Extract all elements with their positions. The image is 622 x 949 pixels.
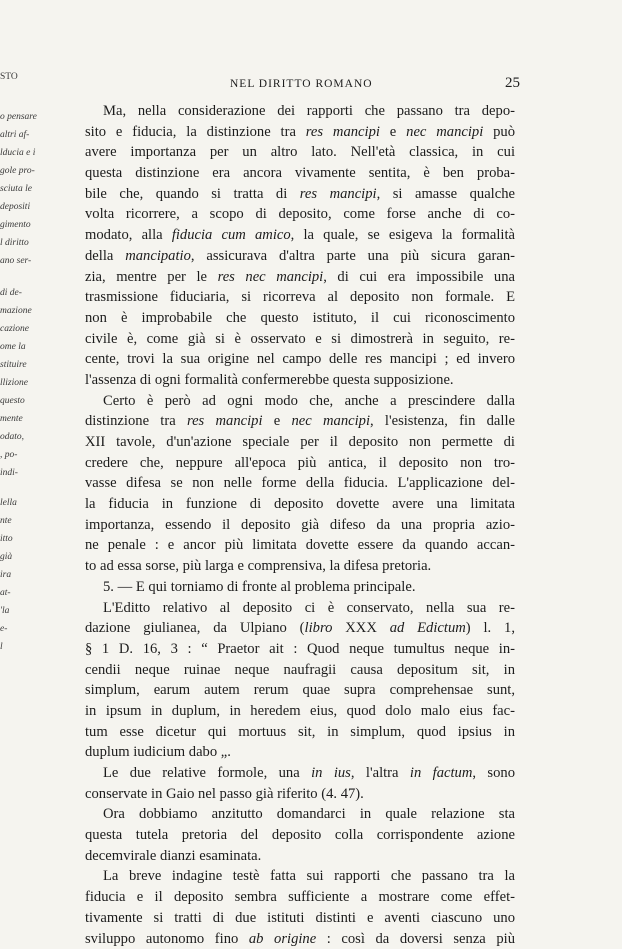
text-line: la fiducia in funzione di deposito dovette avere una limitata <box>85 494 515 515</box>
text-line: 5. — E qui torniamo di fronte al problema principale. <box>85 577 515 598</box>
margin-fragment: llizione <box>0 378 28 389</box>
text-line: dazione giulianea, da Ulpiano (libro XXX ad Edictum) l. 1, <box>85 618 515 639</box>
text-line: in ipsum in duplum, in heredem eius, quod dolo malo eius fac- <box>85 701 515 722</box>
margin-fragment: 'la <box>0 606 9 617</box>
text-line: Ora dobbiamo anzitutto domandarci in quale relazione sta <box>85 804 515 825</box>
margin-fragment: itto <box>0 534 13 545</box>
text-line: Certo è però ad ogni modo che, anche a prescindere dalla <box>85 391 515 412</box>
text-line: importanza, essendo il deposito già difeso da una propria azio- <box>85 515 515 536</box>
text-line: trasmissione fiduciaria, si ricorreva al deposito non formale. E <box>85 287 515 308</box>
margin-fragment: mazione <box>0 306 32 317</box>
margin-fragment: indi- <box>0 468 18 479</box>
text-line: conservate in Gaio nel passo già riferito (4. 47). <box>85 784 515 805</box>
margin-fragment: nte <box>0 516 12 527</box>
text-line: sviluppo autonomo fino ab origine : così da doversi senza più <box>85 929 515 949</box>
margin-fragment: mente <box>0 414 23 425</box>
text-line: XII tavole, d'un'azione speciale per il deposito non permette di <box>85 432 515 453</box>
margin-fragment: depositi <box>0 202 30 213</box>
text-line: La breve indagine testè fatta sui rapporti che passano tra la <box>85 866 515 887</box>
text-line: l'assenza di ogni formalità confermerebbe questa supposizione. <box>85 370 515 391</box>
text-line: modato, alla fiducia cum amico, la quale, se esigeva la formalità <box>85 225 515 246</box>
text-line: ne penale : e ancor più limitata dovette essere da quando accan- <box>85 535 515 556</box>
text-line: bile che, quando si tratta di res mancipi, si amasse qualche <box>85 184 515 205</box>
running-title: NEL DIRITTO ROMANO <box>230 78 373 90</box>
page-number: 25 <box>505 75 520 92</box>
text-line: non è improbabile che questo istituto, il cui riconoscimento <box>85 308 515 329</box>
text-line: distinzione tra res mancipi e nec mancipi, l'esistenza, fin dalle <box>85 411 515 432</box>
margin-fragment: ira <box>0 570 11 581</box>
text-line: tum esse dicetur qui mortuus sit, in simplum, quod ipsius in <box>85 722 515 743</box>
margin-fragment: lella <box>0 498 17 509</box>
text-line: credere che, neppure all'epoca più antica, il deposito non tro- <box>85 453 515 474</box>
text-line: duplum iudicium dabo „. <box>85 742 515 763</box>
margin-fragment: o pensare <box>0 112 37 123</box>
margin-fragment: gole pro- <box>0 166 35 177</box>
text-line: avere importanza per un altro lato. Nell'età classica, in cui <box>85 142 515 163</box>
margin-fragment: di de- <box>0 288 22 299</box>
margin-fragment: lducia e i <box>0 148 35 159</box>
text-line: tivamente si tratti di due istituti distinti e aventi ciascuno uno <box>85 908 515 929</box>
margin-fragment: at- <box>0 588 11 599</box>
margin-fragment: cazione <box>0 324 29 335</box>
margin-fragment: già <box>0 552 12 563</box>
text-line: to ad essa sorse, più larga e comprensiva, la difesa pretoria. <box>85 556 515 577</box>
body-text <box>85 101 515 949</box>
margin-fragment: l <box>0 642 3 653</box>
margin-fragment: ome la <box>0 342 26 353</box>
margin-fragment: , po- <box>0 450 17 461</box>
margin-fragment: e- <box>0 624 7 635</box>
text-line: questa tutela pretoria del deposito colla corrispondente azione <box>85 825 515 846</box>
margin-fragment: l diritto <box>0 238 29 249</box>
text-line: § 1 D. 16, 3 : “ Praetor ait : Quod neque tumultus neque in- <box>85 639 515 660</box>
text-line: fiducia e il deposito sembra sufficiente a mostrare come effet- <box>85 887 515 908</box>
text-line: L'Editto relativo al deposito ci è conservato, nella sua re- <box>85 598 515 619</box>
margin-fragment: questo <box>0 396 25 407</box>
previous-page-margin <box>0 0 44 900</box>
text-line: civile è, come già si è osservato e si dimostrerà in seguito, re- <box>85 329 515 350</box>
margin-fragment: ano ser- <box>0 256 31 267</box>
text-line: decemvirale dianzi esaminata. <box>85 846 515 867</box>
text-line: vasse difesa se non nelle forme della fiducia. L'applicazione del- <box>85 473 515 494</box>
text-line: volta ricorrere, a scopo di deposito, come forse anche di co- <box>85 204 515 225</box>
text-line: Ma, nella considerazione dei rapporti che passano tra depo- <box>85 101 515 122</box>
margin-fragment: altri af- <box>0 130 29 141</box>
text-line: zia, mentre per le res nec mancipi, di cui era impossibile una <box>85 267 515 288</box>
margin-fragment: STO <box>0 72 18 83</box>
text-line: della mancipatio, assicurava d'altra parte una più sicura garan- <box>85 246 515 267</box>
page-header <box>120 78 520 94</box>
margin-fragment: odato, <box>0 432 24 443</box>
margin-fragment: gimento <box>0 220 31 231</box>
text-line: Le due relative formole, una in ius, l'altra in factum, sono <box>85 763 515 784</box>
text-line: simplum, earum autem rerum quae supra comprehensae sunt, <box>85 680 515 701</box>
text-line: cendii neque ruinae neque naufragii causa depositum sit, in <box>85 660 515 681</box>
text-line: cente, trovi la sua origine nel campo delle res mancipi ; ed invero <box>85 349 515 370</box>
margin-fragment: sciuta le <box>0 184 32 195</box>
text-line: sito e fiducia, la distinzione tra res mancipi e nec mancipi può <box>85 122 515 143</box>
margin-fragment: stituire <box>0 360 27 371</box>
text-line: questa distinzione era ancora vivamente sentita, è ben proba- <box>85 163 515 184</box>
